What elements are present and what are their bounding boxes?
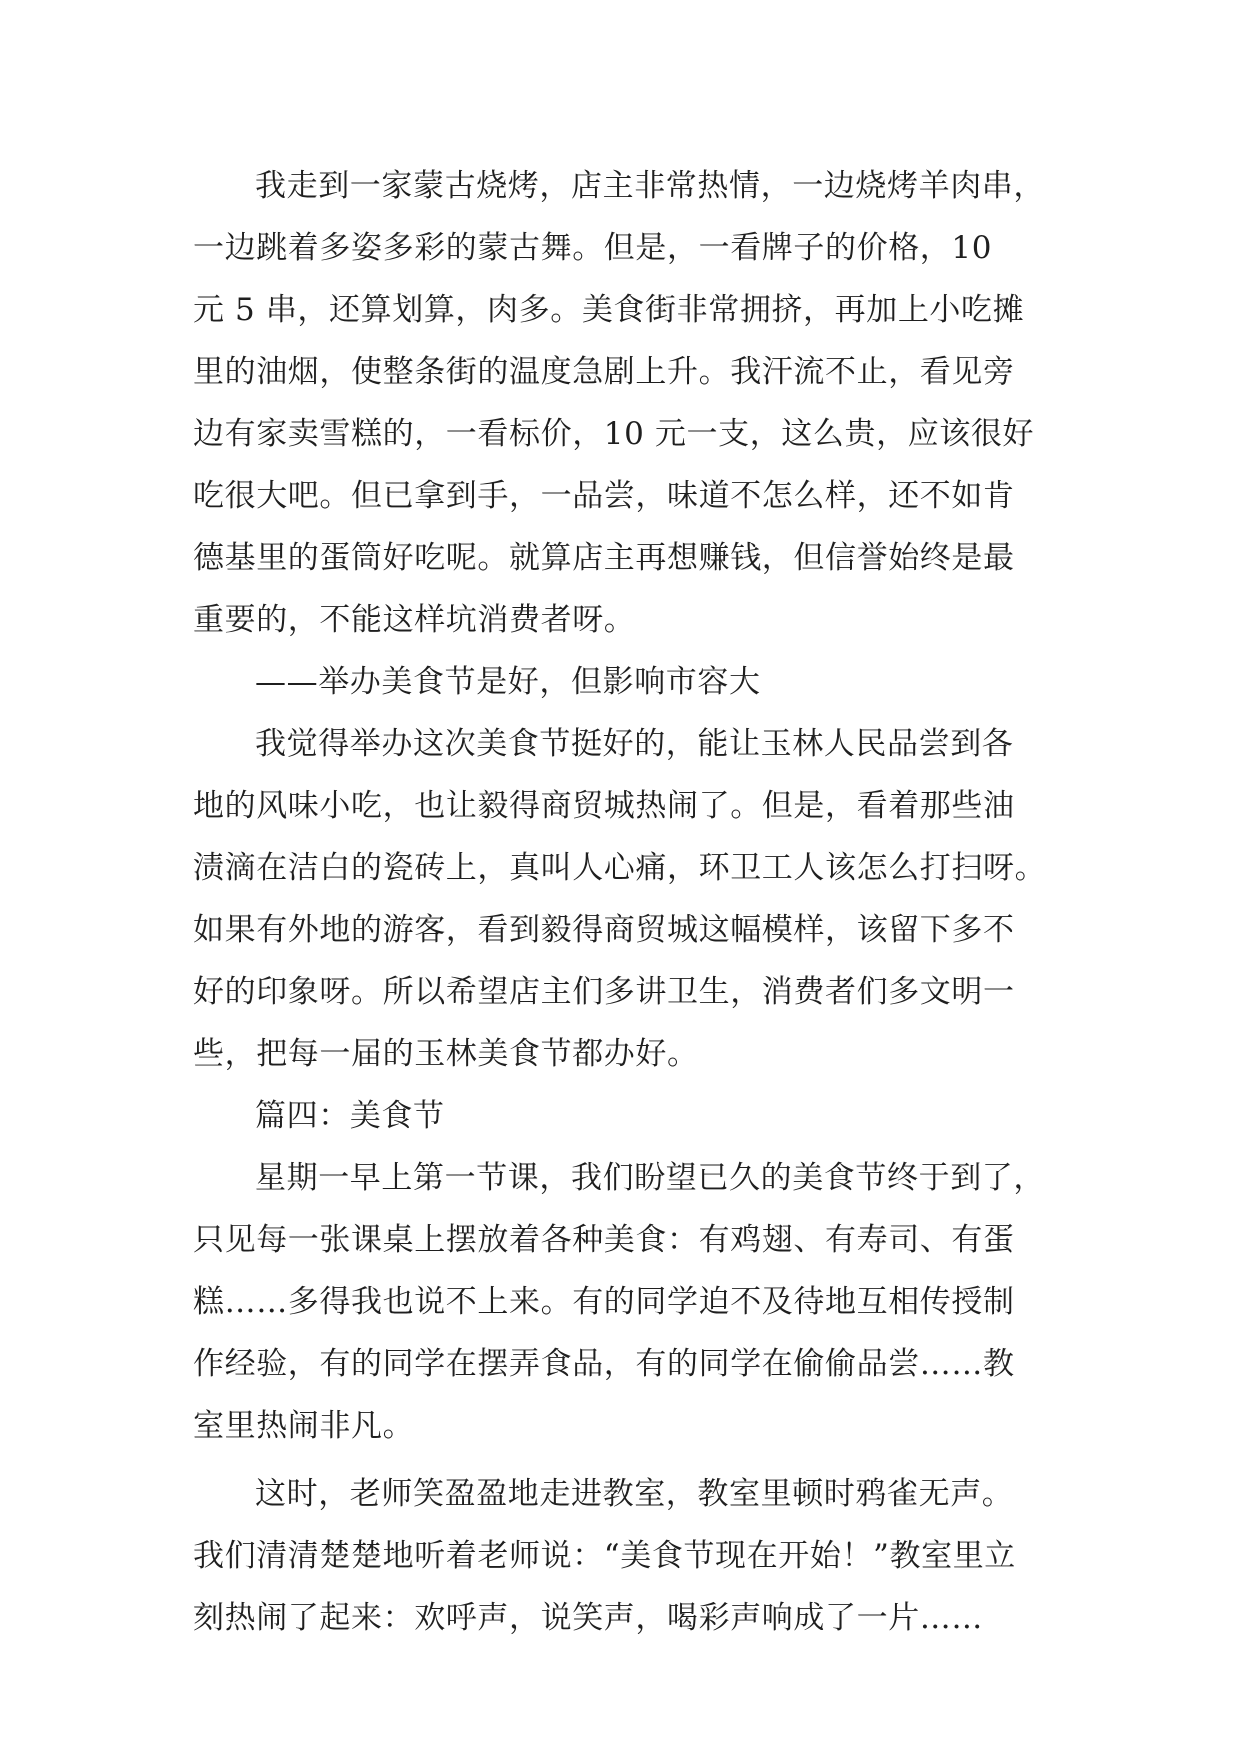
text-line: 渍滴在洁白的瓷砖上，真叫人心痛，环卫工人该怎么打扫呀。 <box>193 850 1047 886</box>
text-line: 这时，老师笑盈盈地走进教室，教室里顿时鸦雀无声。 <box>255 1476 1014 1512</box>
text-line: 里的油烟，使整条街的温度急剧上升。我汗流不止，看见旁 <box>193 354 1015 390</box>
document-body <box>193 155 1063 1649</box>
chapter-heading: 篇四：美食节 <box>255 1098 445 1134</box>
text-line: 糕……多得我也说不上来。有的同学迫不及待地互相传授制 <box>193 1284 1015 1320</box>
text-line: 边有家卖雪糕的，一看标价，10 元一支，这么贵，应该很好 <box>193 416 1035 452</box>
text-line: 刻热闹了起来：欢呼声，说笑声，喝彩声响成了一片…… <box>193 1600 983 1636</box>
text-line: 一边跳着多姿多彩的蒙古舞。但是，一看牌子的价格，10 <box>193 230 993 266</box>
text-line: 地的风味小吃，也让毅得商贸城热闹了。但是，看着那些油 <box>193 788 1015 824</box>
text-line: 好的印象呀。所以希望店主们多讲卫生，消费者们多文明一 <box>193 974 1015 1010</box>
text-line: 元 5 串，还算划算，肉多。美食街非常拥挤，再加上小吃摊 <box>193 292 1025 328</box>
text-line: 重要的，不能这样坑消费者呀。 <box>193 602 636 638</box>
section-subtitle: ——举办美食节是好，但影响市容大 <box>255 664 761 700</box>
text-line: 只见每一张课桌上摆放着各种美食：有鸡翅、有寿司、有蛋 <box>193 1222 1015 1258</box>
text-line: 些，把每一届的玉林美食节都办好。 <box>193 1036 699 1072</box>
text-line: 德基里的蛋筒好吃呢。就算店主再想赚钱，但信誉始终是最 <box>193 540 1015 576</box>
text-line: 我们清清楚楚地听着老师说：“美食节现在开始！”教室里立 <box>193 1538 1016 1574</box>
text-line: 室里热闹非凡。 <box>193 1408 415 1444</box>
text-line: 作经验，有的同学在摆弄食品，有的同学在偷偷品尝……教 <box>193 1346 1015 1382</box>
text-line: 星期一早上第一节课，我们盼望已久的美食节终于到了， <box>255 1160 1045 1196</box>
text-line: 如果有外地的游客，看到毅得商贸城这幅模样，该留下多不 <box>193 912 1015 948</box>
text-line: 我觉得举办这次美食节挺好的，能让玉林人民品尝到各 <box>255 726 1014 762</box>
text-line: 吃很大吧。但已拿到手，一品尝，味道不怎么样，还不如肯 <box>193 478 1015 514</box>
text-line: 我走到一家蒙古烧烤，店主非常热情，一边烧烤羊肉串， <box>255 168 1045 204</box>
